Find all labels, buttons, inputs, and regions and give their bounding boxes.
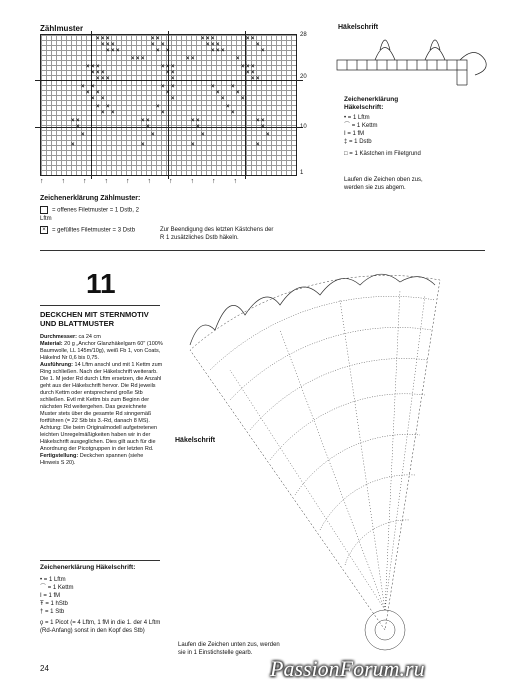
filled-cell: × [226,104,230,110]
zaehlmuster-title: Zählmuster [40,24,84,33]
filled-cell: × [251,76,255,82]
filled-cell: × [266,132,270,138]
filled-cell: × [91,64,95,70]
legend-kaestchen: □ = 1 Kästchen im Filetgrund [344,151,421,157]
filled-cell: × [96,64,100,70]
filled-cell: × [261,124,265,130]
filled-cell: × [86,90,90,96]
filled-cell: × [106,104,110,110]
filled-cell: × [151,132,155,138]
article-para-fertigstellung: Fertigstellung: Deckchen spannen (siehe Hinweis S 20). [40,453,144,466]
filled-cell: × [221,96,225,102]
filled-cell: × [171,96,175,102]
row-number-28: 28 [300,32,307,38]
filled-cell: × [256,118,260,124]
filled-cell: × [196,118,200,124]
filled-cell: × [101,110,105,116]
filled-cell: × [101,36,105,42]
legend-main-picot: ϙ = 1 Picot (= 4 Lftm, 1 fM in die 1. der 4 Lftm (Rd-Anfang) sonst in den Kopf des Stb) [40,620,161,634]
filled-cell: × [81,84,85,90]
filled-cell: × [211,42,215,48]
filled-cell: × [256,42,260,48]
filled-cell: × [161,84,165,90]
zaehl-legend-note: Zur Beendigung des letzten Kästchens der R 1 zusätzliches Dstb häkeln. [160,227,274,241]
hakel-top-legend [344,114,444,158]
zaehl-legend-title: Zeichenerklärung Zählmuster: [40,195,141,202]
filled-cell: × [111,48,115,54]
filled-cell: × [231,84,235,90]
filled-cell: × [196,124,200,130]
filled-cell: × [236,56,240,62]
filled-cell: × [111,42,115,48]
filled-cell: × [106,36,110,42]
legend-kettm: ⌒ = 1 Kettm [344,123,378,129]
filled-cell: × [216,48,220,54]
zaehl-legend-filled: × = gefülltes Filetmuster = 3 Dstb [40,226,150,235]
filled-cell: × [241,96,245,102]
filled-cell: × [96,36,100,42]
article-number: 11 [86,268,116,299]
filled-cell: × [251,64,255,70]
filled-cell: × [246,36,250,42]
filled-cell: × [116,48,120,54]
article-body [40,334,164,467]
hakel-top-legend-title: Zeichenerklärung Häkelschrift: [344,96,399,111]
filled-cell: × [76,124,80,130]
filled-cell: × [151,42,155,48]
filled-cell: × [166,64,170,70]
filled-cell: × [171,76,175,82]
filled-cell: × [146,124,150,130]
filled-cell: × [101,76,105,82]
legend-main-kettm: ⌒ = 1 Kettm [40,585,74,591]
filled-cell: × [241,64,245,70]
hakel-main-label: Häkelschrift [175,437,216,444]
filled-cell: × [201,132,205,138]
article-para-material: Material: 20 g „Anchor Glanzhäkelgarn 60" (100% Baumwolle, LL 145m/10g), weiß Fb 1, von Coats, Häkelnd Nr 0,6 bis 0,75. [40,341,163,361]
filled-cell: × [221,48,225,54]
filled-cell: × [166,48,170,54]
doily-diagram [170,260,480,660]
filled-cell: × [246,70,250,76]
article-para-durchmesser: Durchmesser: ca 24 cm [40,334,101,340]
filled-cell: × [71,142,75,148]
filled-cell: × [76,118,80,124]
zaehlmuster-grid [40,34,297,176]
filled-cell: × [256,142,260,148]
article-title: DECKCHEN MIT STERNMOTIV UND BLATTMUSTER [40,310,149,328]
article-para-ausfuehrung: Ausführung: 14 Lftm anschl und mit 1 Kettm zum Ring schließen. Nach der Häkelschrift weiterarb. Die 1. M jeder Rd durch Lftm ersetzen, die Anzahl geht aus der Häkelschrift hervor. Die Rd jeweils durch Kettm oder entsprechend große Stb schließen. Evtl mit Kettm bis zum Beginn der nächsten Rd weitergehen. Das gezeichnete Muster stets über die gesamte Rd sinngemäß fortführen (= 22 Stb bis 3.-Rd, danach 8 MS). Achtung: Die beim Originalmodell aufgetretenen leichten Unregelmäßigkeiten haben wir in der Häkelschrift ausgeglichen. Dies gilt auch für die Anordnung der Picotgruppen in der letzten Rd. [40,362,163,452]
filled-cell: × [136,56,140,62]
filled-cell: × [96,76,100,82]
filled-cell: × [166,70,170,76]
filled-cell: × [191,142,195,148]
filled-cell: × [211,84,215,90]
repeat-arrows: ↑↑↑↑↑↑↑↑↑↑ [40,178,255,185]
filled-cell: × [246,64,250,70]
filled-cell: × [156,36,160,42]
filled-cell: × [216,90,220,96]
filled-cell: × [141,56,145,62]
filled-cell: × [256,76,260,82]
filled-cell: × [261,118,265,124]
hakel-top-title: Häkelschrift [338,24,379,31]
filled-cell: × [201,36,205,42]
watermark: PassionForum.ru [270,656,425,681]
filled-cell: × [251,36,255,42]
legend-main-stb: † = 1 Stb [40,609,65,615]
filled-cell: × [91,70,95,76]
filled-cell: × [96,70,100,76]
filled-cell: × [211,36,215,42]
filled-cell: × [106,42,110,48]
open-square-icon [40,206,48,214]
filled-cell: × [141,118,145,124]
filled-cell: × [106,76,110,82]
filled-cell: × [161,110,165,116]
hakel-top-note: Laufen die Zeichen oben zus, werden sie zus abgem. [344,177,423,191]
filled-cell: × [231,110,235,116]
legend-dstb: ‡ = 1 Dstb [344,139,372,145]
filled-cell: × [236,90,240,96]
filled-cell: × [81,132,85,138]
legend-main-fm: I = 1 fM [40,593,61,599]
filled-cell: × [101,70,105,76]
filled-cell: × [156,104,160,110]
filled-cell: × [131,56,135,62]
filled-cell: × [191,118,195,124]
filled-cell: × [161,64,165,70]
filled-cell: × [216,42,220,48]
page-number: 24 [40,664,49,673]
filled-cell: × [91,96,95,102]
filled-cell: × [171,84,175,90]
legend-lftm: • = 1 Lftm [344,115,370,121]
filled-cell: × [151,36,155,42]
filled-cell: × [161,42,165,48]
row-number-10: 10 [300,124,307,130]
filled-cell: × [91,84,95,90]
filled-square-icon: × [40,226,48,234]
filled-cell: × [261,48,265,54]
filled-cell: × [206,36,210,42]
legend-main-lftm: • = 1 Lftm [40,577,66,583]
filled-cell: × [101,42,105,48]
filled-cell: × [86,64,90,70]
filled-cell: × [251,70,255,76]
hakel-main-legend [40,576,165,635]
filled-cell: × [106,48,110,54]
filled-cell: × [96,90,100,96]
row-number-20: 20 [300,74,307,80]
filled-cell: × [186,56,190,62]
zaehl-legend-open: = offenes Filetmuster = 1 Dstb, 2 Lftm [40,207,139,222]
filled-cell: × [146,118,150,124]
filled-cell: × [141,142,145,148]
hakel-main-note: Laufen die Zeichen unten zus, werden sie in 1 Einstichstelle gearb. [178,642,280,656]
filled-cell: × [111,110,115,116]
filled-cell: × [101,96,105,102]
filled-cell: × [171,70,175,76]
filled-cell: × [156,48,160,54]
filled-cell: × [96,104,100,110]
filled-cell: × [206,42,210,48]
legend-fm: I = 1 fM [344,131,365,137]
row-number-1: 1 [300,170,304,176]
hakel-main-legend-title: Zeichenerklärung Häkelschrift: [40,564,136,571]
filled-cell: × [191,56,195,62]
filled-cell: × [71,118,75,124]
legend-main-hstb: Ŧ = 1 hStb [40,601,68,607]
hakel-top-diagram [335,30,505,90]
filled-cell: × [171,64,175,70]
filled-cell: × [166,90,170,96]
filled-cell: × [211,48,215,54]
